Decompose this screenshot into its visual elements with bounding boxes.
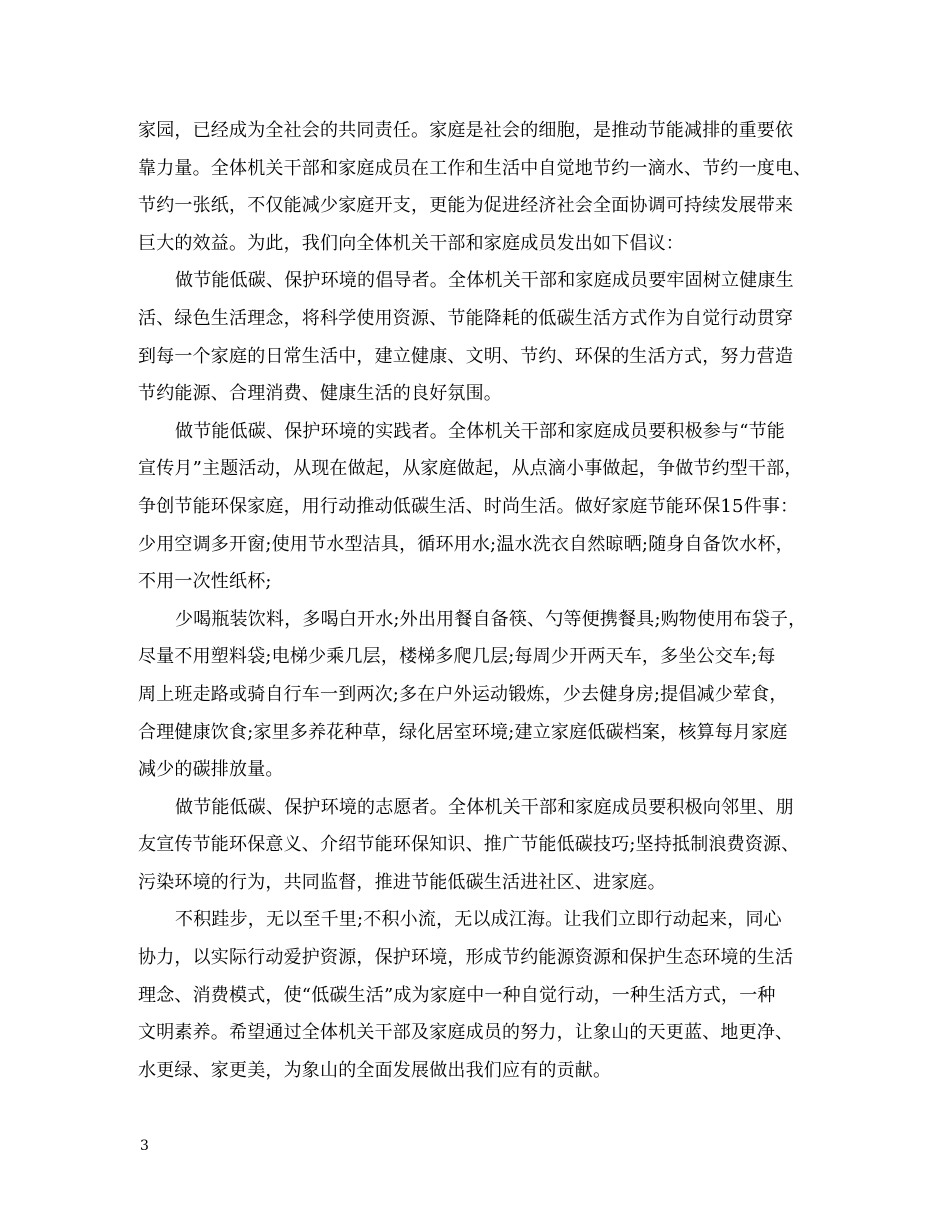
text-line: 水更绿、家更美，为象山的全面发展做出我们应有的贡献。 (138, 1059, 612, 1081)
text-line: 争创节能环保家庭，用行动推动低碳生活、时尚生活。做好家庭节能环保15件事： (138, 495, 799, 517)
text-line: 周上班走路或骑自行车一到两次;多在户外运动锻炼，少去健身房;提倡减少荤食， (138, 683, 788, 705)
paragraph-first-line: 做节能低碳、保护环境的倡导者。全体机关干部和家庭成员要牢固树立健康生 (175, 270, 794, 292)
text-line: 尽量不用塑料袋;电梯少乘几层，楼梯多爬几层;每周少开两天车，多坐公交车;每 (138, 646, 776, 668)
text-line: 不用一次性纸杯; (138, 571, 272, 593)
text-line: 节约能源、合理消费、健康生活的良好氛围。 (138, 383, 502, 405)
text-line: 合理健康饮食;家里多养花种草，绿化居室环境;建立家庭低碳档案，核算每月家庭 (138, 721, 788, 743)
text-line: 家园，已经成为全社会的共同责任。家庭是社会的细胞，是推动节能减排的重要依 (138, 120, 794, 141)
text-line: 文明素养。希望通过全体机关干部及家庭成员的努力，让象山的天更蓝、地更净、 (138, 1022, 794, 1044)
text-line: 污染环境的行为，共同监督，推进节能低碳生活进社区、进家庭。 (138, 871, 666, 893)
text-line: 靠力量。全体机关干部和家庭成员在工作和生活中自觉地节约一滴水、节约一度电、 (138, 157, 812, 179)
paragraph-first-line: 少喝瓶装饮料，多喝白开水;外出用餐自备筷、勺等便携餐具;购物使用布袋子， (175, 608, 807, 630)
text-line: 理念、消费模式，使“低碳生活”成为家庭中一种自觉行动，一种生活方式，一种 (138, 984, 776, 1006)
paragraph-first-line: 做节能低碳、保护环境的实践者。全体机关干部和家庭成员要积极参与“节能 (175, 420, 785, 442)
text-line: 到每一个家庭的日常生活中，建立健康、文明、节约、环保的生活方式，努力营造 (138, 345, 794, 367)
text-line: 节约一张纸，不仅能减少家庭开支，更能为促进经济社会全面协调可持续发展带来 (138, 195, 794, 217)
body-text (138, 112, 828, 1089)
text-line: 协力，以实际行动爱护资源，保护环境，形成节约能源资源和保护生态环境的生活 (138, 947, 794, 969)
text-line: 少用空调多开窗;使用节水型洁具，循环用水;温水洗衣自然晾晒;随身自备饮水杯， (138, 533, 794, 555)
text-line: 减少的碳排放量。 (138, 759, 284, 781)
text-line: 巨大的效益。为此，我们向全体机关干部和家庭成员发出如下倡议： (138, 232, 684, 254)
page-number: 3 (140, 1138, 149, 1154)
paragraph-first-line: 不积跬步，无以至千里;不积小流，无以成江海。让我们立即行动起来，同心 (175, 909, 782, 931)
text-line: 友宣传节能环保意义、介绍节能环保知识、推广节能低碳技巧;坚持抵制浪费资源、 (138, 834, 800, 856)
text-line: 宣传月”主题活动，从现在做起，从家庭做起，从点滴小事做起，争做节约型干部， (138, 458, 803, 480)
text-line: 活、绿色生活理念，将科学使用资源、节能降耗的低碳生活方式作为自觉行动贯穿 (138, 307, 794, 329)
paragraph-first-line: 做节能低碳、保护环境的志愿者。全体机关干部和家庭成员要积极向邻里、朋 (175, 796, 794, 818)
